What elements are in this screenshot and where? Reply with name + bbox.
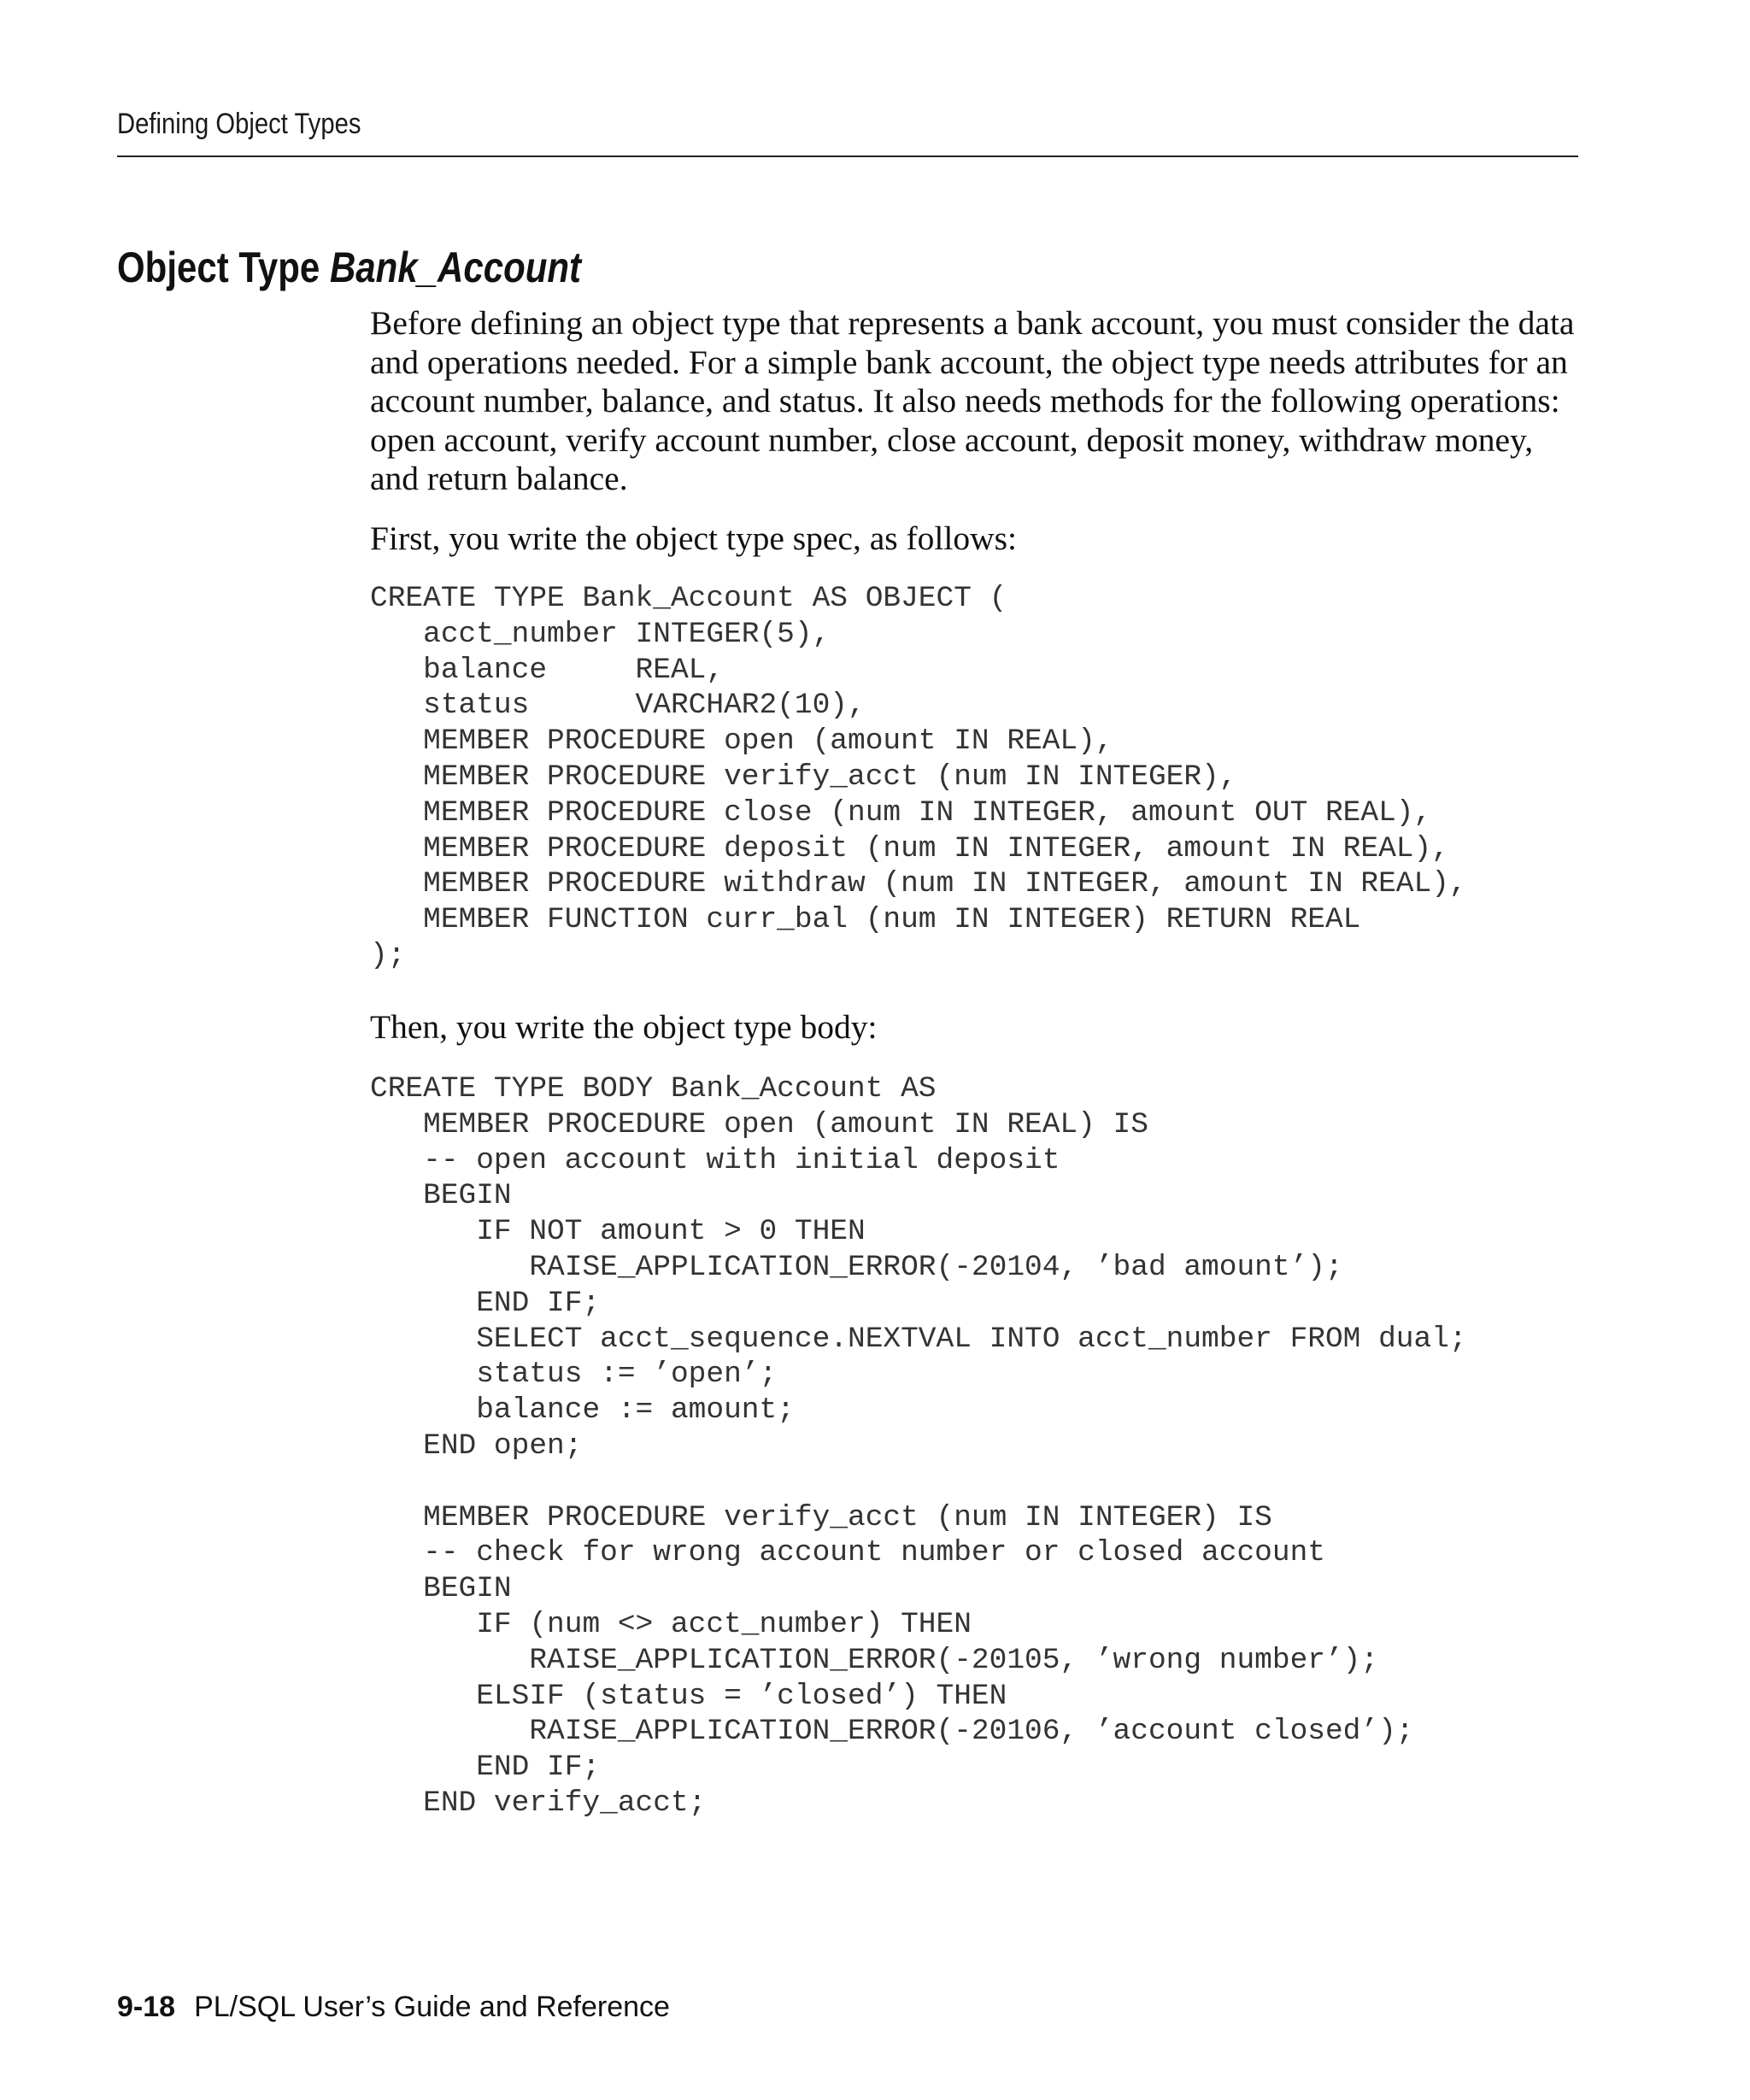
section-title-name: Bank_Account bbox=[329, 243, 582, 291]
section-title bbox=[117, 243, 581, 292]
spec-lead-paragraph: First, you write the object type spec, as follows: bbox=[370, 519, 1017, 557]
header-rule bbox=[117, 155, 1578, 157]
running-footer bbox=[117, 1991, 670, 2024]
book-title: PL/SQL User’s Guide and Reference bbox=[194, 1991, 670, 2023]
body-lead-paragraph: Then, you write the object type body: bbox=[370, 1008, 878, 1046]
page-number: 9-18 bbox=[117, 1991, 176, 2023]
object-type-body-code: CREATE TYPE BODY Bank_Account AS MEMBER PROCEDURE open (amount IN REAL) IS -- open account with initial deposit BEGIN IF NOT amount > 0 THEN RAISE_APPLICATION_ERROR(-20104, ’bad amount’); END IF; SELECT acct_sequence.NEXTVAL INTO acct_number FROM dual; status := ’open’; balance := amount; END open; MEMBER PROCEDURE verify_acct (num IN INTEGER) IS -- check for wrong account number or closed account BEGIN IF (num <> acct_number) THEN RAISE_APPLICATION_ERROR(-20105, ’wrong number’); ELSIF (status = ’closed’) THEN RAISE_APPLICATION_ERROR(-20106, ’account closed’); END IF; END verify_acct; bbox=[370, 1072, 1467, 1820]
running-header: Defining Object Types bbox=[117, 108, 361, 140]
intro-paragraph: Before defining an object type that represents a bank account, you must consider the data and operations needed. For a simple bank account, the object type needs attributes for an account number, balance, and status. It also needs methods for the following operations: open account, verify account number, close account, deposit money, withdraw money, and return balance. bbox=[370, 304, 1575, 498]
object-type-spec-code: CREATE TYPE Bank_Account AS OBJECT ( acct_number INTEGER(5), balance REAL, status VARCHAR2(10), MEMBER PROCEDURE open (amount IN REAL), MEMBER PROCEDURE verify_acct (num IN INTEGER), MEMBER PROCEDURE close (num IN INTEGER, amount OUT REAL), MEMBER PROCEDURE deposit (num IN INTEGER, amount IN REAL), MEMBER PROCEDURE withdraw (num IN INTEGER, amount IN REAL), MEMBER FUNCTION curr_bal (num IN INTEGER) RETURN REAL ); bbox=[370, 582, 1467, 972]
section-title-prefix: Object Type bbox=[117, 243, 320, 291]
